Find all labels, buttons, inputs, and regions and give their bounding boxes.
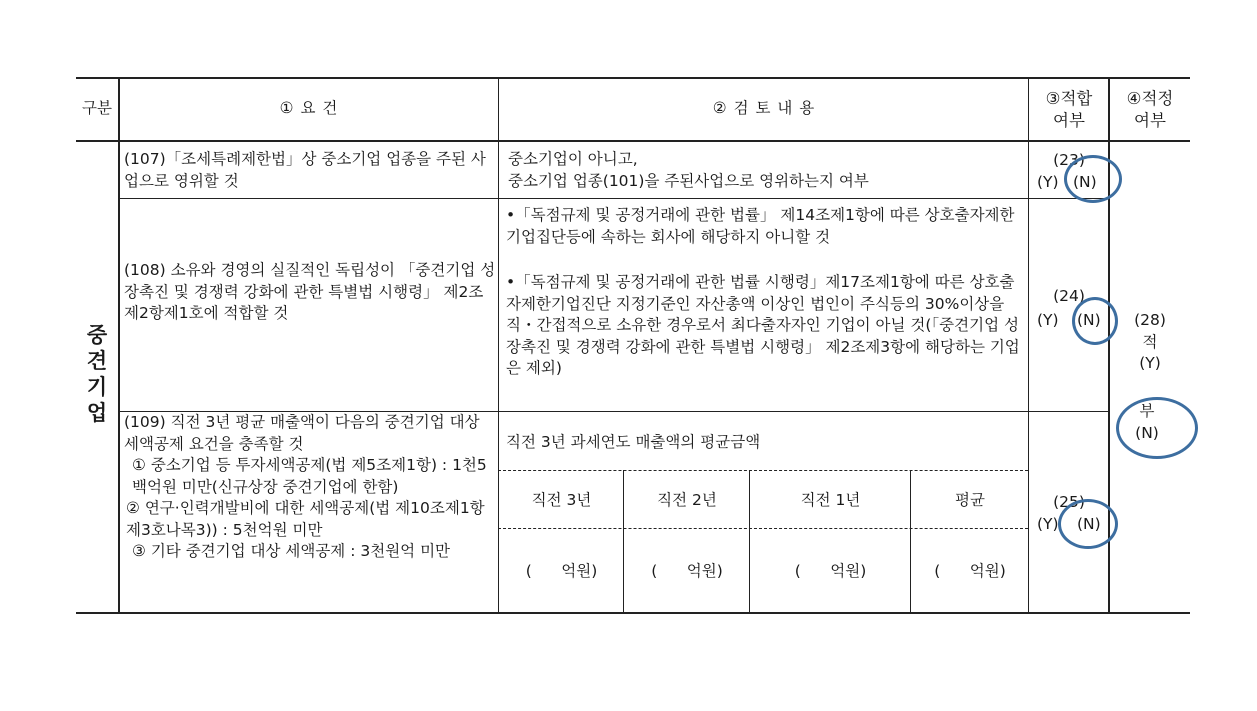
fit-107-number: (23) [1053,151,1085,169]
header-appropriate-line1: ④적정 [1126,89,1174,108]
appropriate-label: 적 [1142,332,1158,351]
requirement-108: (108) 소유와 경영의 실질적인 독립성이 「중견기업 성장촉진 및 경쟁력 강화에 관한 특별법 시행령」 제2조제2항제1호에 적합할 것 [124,261,496,322]
requirement-109-line3: ② 연구·인력개발비에 대한 세액공제(법 제10조제1항제3호나목3)) : 5천억원 미만 [126,499,485,539]
fit-108-number: (24) [1053,287,1085,305]
header-bottom-rule [76,140,1190,142]
sub-value-avg: ( 억원) [934,562,1006,580]
review-109-title: 직전 3년 과세연도 매출액의 평균금액 [506,433,761,451]
category-char-2: 견 [86,349,108,373]
sub-header-avg: 평균 [955,491,985,509]
sub-header-1y: 직전 1년 [800,491,861,509]
table-bottom-rule [76,612,1190,614]
header-requirement: ① 요 건 [279,99,339,117]
review-107-line2: 중소기업 업종(101)을 주된사업으로 영위하는지 여부 [508,171,869,190]
header-appropriate-line2: 여부 [1134,110,1166,130]
header-fit [1030,88,1108,131]
fit-107-yes: (Y) [1037,173,1059,191]
circle-mark-107 [1064,155,1122,203]
category-label [76,322,118,426]
circle-mark-appropriate [1116,397,1198,459]
category-char-4: 업 [86,401,108,425]
appropriate-block [1110,310,1190,375]
sub-value-2y: ( 억원) [651,562,723,580]
sub-value-1y: ( 억원) [794,562,867,580]
requirement-109-line4: ③ 기타 중견기업 대상 세액공제 : 3천원억 미만 [132,542,451,560]
subtable-rule-1 [623,470,624,613]
table-top-rule [76,77,1190,79]
header-appropriate [1110,88,1190,131]
fit-109-number: (25) [1053,493,1085,511]
sub-header-3y: 직전 3년 [531,491,592,509]
review-107 [508,149,1026,192]
requirement-109-line2: ① 중소기업 등 투자세액공제(법 제5조제1항) : 1천5백억원 미만(신규상장 중견기업에 한함) [132,456,487,496]
fit-107-no: (N) [1073,173,1097,191]
review-108-bullet-1: •「독점규제 및 공정거래에 관한 법률」 제14조제1항에 따른 상호출자제한기업집단등에 속하는 회사에 해당하지 아니할 것 [506,206,1015,246]
circle-mark-109 [1058,499,1118,549]
subtable-rule-2 [749,470,750,613]
subtable-divider-1 [498,470,1028,471]
requirement-109-line1: (109) 직전 3년 평균 매출액이 다음의 중견기업 대상 세액공제 요건을 충족할 것 [124,413,480,453]
appropriate-yes: (Y) [1139,354,1161,372]
sub-header-2y: 직전 2년 [657,491,717,509]
subtable-rule-3 [910,470,911,613]
circle-mark-108 [1072,297,1118,345]
column-rule-2 [498,77,499,613]
requirement-109 [124,412,496,612]
category-char-1: 중 [86,323,108,347]
fit-108-yes: (Y) [1037,311,1059,329]
inappropriate-label: 부 [1139,402,1155,420]
fit-109-yes: (Y) [1037,515,1059,533]
fit-108-no: (N) [1077,311,1101,329]
column-rule-1 [118,77,120,613]
header-fit-line2: 여부 [1053,110,1085,130]
row-divider-1 [118,198,1110,199]
inappropriate-mark: (N) [1135,423,1159,442]
subtable-divider-2 [498,528,1028,529]
appropriate-number: (28) [1134,311,1166,329]
review-108-bullet-2: •「독점규제 및 공정거래에 관한 법률 시행령」제17조제1항에 따른 상호출자제한기업진단 지정기준인 자산총액 이상인 법인이 주식등의 30%이상을 직・간접적으로 소유한 경우로서 최다출자자인 기업이 아닐 것(「중견기업 성장촉진 및 경쟁력 강화에 관한 특별법 시행령」 제2조제3항에 해당하는 기업은 제외) [506,273,1020,377]
sub-value-3y: ( 억원) [525,562,598,580]
category-char-3: 기 [86,375,108,399]
column-rule-3 [1028,77,1029,613]
header-review: ② 검 토 내 용 [712,99,816,117]
review-107-line1: 중소기업이 아니고, [508,150,638,168]
header-fit-line1: ③적합 [1045,89,1093,108]
header-category: 구분 [82,99,112,117]
requirement-107: (107)「조세특례제한법」상 중소기업 업종을 주된 사업으로 영위할 것 [124,150,486,190]
fit-109-no: (N) [1077,515,1101,533]
